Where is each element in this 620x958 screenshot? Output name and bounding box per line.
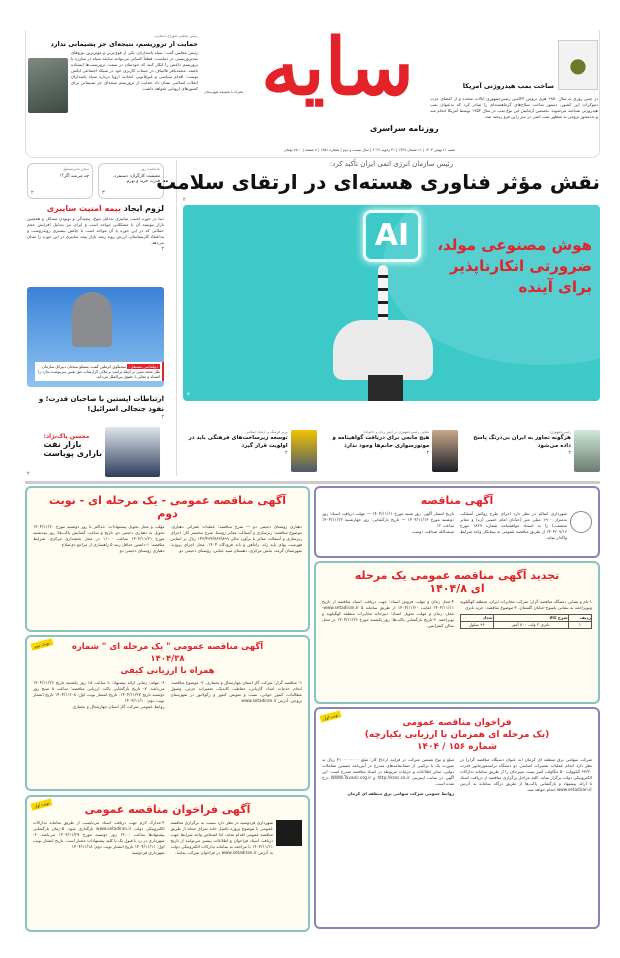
- table-cell: ۹۶ سلول: [461, 622, 494, 629]
- table-header: ردیف: [568, 615, 591, 622]
- ad-title: آگهی فراخوان مناقصه عمومی: [84, 803, 251, 816]
- headline-line: بازار نفت: [43, 440, 82, 449]
- ad-body: دهیاری روستای دحیمی دو — شرح مناقصه: عملیات عمرانی دهیاری. موضوع مناقصه: زیرسازی و آسفالت معابر روستا. شرح مختصر کار: اجرای زیرسازی و آسفالت معابر با برآورد مالی ۱۴۳/۴۹۴/۷۶۳/۸۹۹ ریال بر اساس فهرست بهای پایه راه، راه‌آهن و باند فرودگاه ۱۴۰۴. محل اجرای پروژه: شهرستان گرمه، بخش مرکزی، دهستان سید عباس، روستای دحیمی دو.: [170, 524, 302, 553]
- section-divider: [25, 481, 600, 484]
- ad-title: آگهی مناقصه: [420, 494, 494, 507]
- newspaper-logo[interactable]: سایه: [261, 22, 414, 113]
- ad-body: تاریخ انتشار آگهی: روز شنبه مورخ ۱۴۰۴/۱۱/۱۱ — مهلت دریافت اسناد: روز دوشنبه مورخ ۱۴۰۴/۱۱/۱۳ — تاریخ بازگشایی: روز چهارشنبه ۱۴۰۴/۱۱/۲۲ ساعت ۱۲: [322, 511, 454, 528]
- table-header: شرح کالا: [493, 615, 568, 622]
- ad-title: تجدید آگهی مناقصه عمومی یک مرحله ای ۱۴۰۴/۸: [354, 569, 560, 595]
- story-body: در چنین روزی به سال ۱۹۵۰ هری ترومن ۳۳امین رئیس‌جمهوری ایالات متحده و از اعضای حزب دموکرات این کشور، دستور ساخت سلاح‌های گرماهسته‌ای را صادر کرد که به‌عنوان بمب هیدروژنی شناخته می‌شوند. نخستین آزمایش این نوع بمب در سال ۱۹۵۲ توسط آمریکا انجام شد و به‌دستور ترومن به منظور بمب اتمی در سر ژاپن فرو ریخته شد.: [430, 96, 599, 119]
- feature-line: ضرورتی انکارناپذیر: [449, 257, 592, 275]
- municipality-logo-icon: [276, 820, 302, 846]
- ad-title: آگهی مناقصه عمومی - یک مرحله ای - نوبت دوم: [49, 494, 286, 520]
- story-headline: هرگونه تجاوز به ایران بی‌درنگ پاسخ داده می‌شود: [473, 435, 571, 449]
- table-cell: ۱: [568, 622, 591, 629]
- story-headline: توسعه زیرساخت‌های فرهنگی باید در اولویت قرار گیرد: [188, 435, 288, 449]
- ai-bubble: AI: [363, 210, 421, 262]
- story-headline: حمایت از تروریسم، نتیجه‌ای جز پشیمانی ندارد: [50, 40, 198, 48]
- main-kicker: رئیس سازمان انرژی اتمی ایران تأکید کرد:: [329, 160, 454, 168]
- person-name: محسن پاک‌نژاد:: [43, 433, 90, 440]
- story-kicker: معاون رئیس‌جمهوری در امور زنان و خانواده:: [362, 430, 430, 434]
- ad-title: فراخوان مناقصه عمومی: [402, 718, 512, 728]
- sidebar-box-editorial[interactable]: [98, 163, 164, 199]
- page-ref: ۲: [27, 471, 30, 477]
- ad-body: ۱- مناقصه گزار: شرکت گاز استان چهارمحال و بختیاری. ۲- موضوع مناقصه: انجام خدمات امداد گازبانی، حفاظت کاتدیک، تعمیرات جزئی، وصول مطالبات، کنتور خوانی، نصب و تعویض کنتور و رگولاتور در شهرستان بروجن. آدرس www.setadiran.ir: [170, 680, 302, 703]
- ad-signature: روابط عمومی شرکت سهامی برق منطقه ای کرمان: [347, 791, 454, 796]
- box-label: سخن مدیرمسئول: [62, 167, 89, 171]
- ad-signature: روابط عمومی شرکت گاز استان چهارمحال و بختیاری: [72, 704, 165, 709]
- box-label: یادداشت روز: [140, 167, 160, 171]
- column-divider: [176, 160, 177, 476]
- ad-body: مهلت و محل تحویل پیشنهادات: حداکثر تا روز دوشنبه مورخ ۱۴۰۴/۱۱/۲۰ تحویل به دهیاری دحیمی دو. تاریخ و ساعت گشایش پاکت‌ها: روز سه‌شنبه مورخ ۱۴۰۴/۱۱/۲۱ ساعت ۱۱:۰۰ در محل بخشداری مرکزی. شرایط مناقصه: ۱-داشتن حداقل رتبه ۵ راهسازی از مراجع ذی‌صلاح.: [33, 524, 165, 547]
- speaker-photo: [28, 58, 68, 113]
- newspaper-subtitle: روزنامه سراسری: [370, 124, 439, 133]
- story-headline: هیچ مانعی برای دریافت گواهینامه و موتورسواری خانم‌ها وجود ندارد: [332, 435, 430, 449]
- headline-line: بازاری پویاست: [43, 449, 102, 458]
- item-table: [460, 614, 592, 629]
- headline-highlight: بیمه امنیت سایبری: [46, 204, 121, 213]
- sidebar-box-director[interactable]: [27, 163, 93, 199]
- ad-tender-ferdowsieh[interactable]: [25, 795, 310, 932]
- ad-tender-telecom[interactable]: [314, 561, 600, 704]
- story-culture[interactable]: [183, 430, 317, 475]
- page-ref: ۲: [284, 450, 288, 456]
- box-text: چه می‌شد اگر؟!: [59, 174, 89, 179]
- ad-title: آگهی مناقصه عمومی " یک مرحله ای " شماره ۱۴۰۴/۳۸: [71, 642, 264, 664]
- caption-label: دیپلماسی مستقل:: [129, 364, 158, 369]
- page-ref: ۲: [31, 190, 34, 196]
- bomb-icon: ●: [558, 40, 598, 90]
- dateline: شنبه ۱۱ بهمن ۱۴۰۴ | ۱۱ شعبان ۱۴۴۷ | ۳۱ ژانویه ۲۰۲۶ | سال بیست و دوم | شماره ۱۹۵۱ | ۸ صفحه | ۱۵۰۰ تومان: [283, 148, 455, 152]
- box-text: معیشت کارگران؛ دستمزد، قدرت خرید و تورم: [113, 174, 160, 184]
- ad-body: ۴-محل زمان و مهلت فروش اسناد: جهت دریافت اسناد مناقصه از تاریخ ۱۴۰۴/۱۱/۱۱ لغایت ۱۴۰۴/۱۱/۲۰ از طریق سامانه www.setadiran.ir ۵-محل، زمان و مهلت تحویل اسناد: دبیرخانه مخابرات منطقه کهگیلویه و بویراحمد. ۶-تاریخ بازگشایی پاکت‌ها: روز یکشنبه مورخ ۱۴۰۴/۱۱/۲۶ در محل سالن کنفرانس.: [322, 599, 455, 628]
- photo-story[interactable]: [27, 287, 164, 387]
- ad-body: شرکت سهامی برق منطقه ای کرمان (به عنوان دستگاه مناقصه گزار) در نظر دارد انجام عملیات تعمیرات اساسی دو دستگاه ترانسفورماتور قدرت ۶۳/۲۰ کیلوولت ۵۰ مگاولت آمپر پست سیرجان را از طریق سامانه تدارکات الکترونیکی دولت برگزار نماید. کلیه مراحل برگزاری مناقصه از دریافت اسناد تا ارائه پیشنهاد و بازگشایی پاکت‌ها از طریق درگاه سامانه به آدرس www.setadiran.ir انجام خواهد شد.: [460, 757, 592, 792]
- municipality-logo-icon: [570, 511, 592, 533]
- page-ref: ۲: [161, 246, 164, 252]
- feature-line: هوش مصنوعی مولد،: [437, 236, 592, 254]
- story-photo: [574, 430, 600, 472]
- ad-body: شهرداری فردوسیه در نظر دارد نسبت به برگزاری مناقصه عمومی با موضوع پروژه تکمیل خانه سرای محله از طریق مناقصه عمومی اقدام نماید. لذا اشخاص واجد شرایط جهت دریافت اسناد فراخوان و اطلاعات بیشتر می‌توانند از تاریخ ۱۴۰۴/۱۱/۱۱ با مراجعه به سامانه تدارکات الکترونیکی دولت به آدرس www.setadiran.ir در فراخوان شرکت نمایند.: [170, 820, 273, 855]
- robot-wrist: [368, 375, 403, 401]
- story-headline: ساخت بمب هیدروژنی آمریکا: [462, 82, 554, 90]
- story-women[interactable]: [325, 430, 459, 475]
- ad-body: شهرداری اسالم در نظر دارد اجرای طرح روکش آسفالت به‌متراژ ۱۹۰۰ میلی متر (خیابان امام خمینی (ره) و معابر منشعب) را به استناد موافقتنامه شماره ۱۸۲۹ مورخ ۱۴۰۴/۰۹/۱۶ از طریق مناقصه عمومی به پیمانکار واجد شرایط واگذار نماید.: [460, 511, 567, 540]
- table-header: تعداد: [461, 615, 494, 622]
- feature-image[interactable]: [183, 205, 600, 401]
- top-right-story[interactable]: [430, 40, 598, 155]
- page-ref: ۲: [568, 450, 571, 456]
- table-cell: باتری ۲ ولت ۸۰۰ آمپر: [493, 622, 568, 629]
- story-kicker: وزیر فرهنگ و ارشاد اسلامی:: [244, 430, 288, 434]
- main-headline[interactable]: نقش مؤثر فناوری هسته‌ای در ارتقای سلامت: [156, 170, 600, 194]
- page-ref: ۲: [183, 197, 186, 203]
- feature-line: برای آینده: [518, 278, 592, 296]
- story-headline: ارتباطات اپستین با صاحبان قدرت؛ و نفوذ جنجالی اسرائیل!: [38, 395, 164, 413]
- ad-tender-kerman[interactable]: [314, 707, 600, 929]
- issue-badge: نوبت دوم: [30, 638, 53, 650]
- top-left-story[interactable]: [28, 34, 198, 149]
- page-ref: ۲: [161, 414, 164, 420]
- caption-text: سخنگوی کرملین گفت: مسکو سخنان دبیرکل سازمان ملل متحد مبنی بر اینکه ترامپ برخلاف گزارشات حق تعیین سرنوشت ندارد را اشتباه و مغایر با حقوق بین‌الملل می‌داند.: [38, 364, 160, 379]
- story-body: دنیا در حوزه امنیت سایبری به‌دلیل تنوع، پیچیدگی و نوبودن مسائل و همچنین بازار پیوسته آن با مشکلاتی مواجه است و ایران نیز به‌دلیل افزایش حجم حملاتی که در این حوزه با آن مواجه است با چالش بیشتری روبه‌روست و به‌اعتقاد کارشناسان، ارزش روبه رشد بازار بیمه سایبری در این حوزه را نشان می‌دهد.: [27, 216, 164, 245]
- ad-signature: دهیاری روستای دحیمی دو: [119, 548, 165, 553]
- ad-body: ۶- مهلت زمانی ارائه پیشنهاد: تا ساعت ۱۸ روز یکشنبه تاریخ ۱۴۰۴/۱۱/۲۶ می‌باشد. ۷- تاریخ بازگشایی پاکت ارزیابی مناقصه: ساعت ۸ صبح روز دوشنبه تاریخ ۱۴۰۴/۱۱/۲۷. تاریخ انتشار نوبت اول: ۱۴۰۴/۱۱/۰۸ تاریخ انتشار نوبت دوم: ۱۴۰۴/۱۱/۱۰: [33, 680, 165, 703]
- person-photo: [105, 427, 160, 477]
- ad-subtitle: همراه با ارزیابی کیفی: [120, 666, 215, 676]
- story-kicker: رئیس مجلس شورای اسلامی:: [153, 34, 198, 38]
- ad-tender-eslam[interactable]: [314, 486, 600, 558]
- ad-subtitle: (یک مرحله ای همزمان با ارزیابی یکپارچه) شماره ۱۵۶ / ۱۴۰۴: [364, 730, 550, 752]
- cyber-story[interactable]: [27, 204, 164, 252]
- secondary-stories: [183, 430, 600, 475]
- ad-body: ۱-نام و نشانی دستگاه مناقصه گزار: شرکت مخابرات ایران، منطقه کهگیلویه وبویراحمد به نشانی یاسوج-خیابان گلستان. ۲-موضوع مناقصه: خرید باتری: [460, 599, 592, 610]
- issue-badge: نوبت اول: [30, 798, 53, 810]
- page-ref: ۳: [102, 190, 105, 196]
- story-president[interactable]: [466, 430, 600, 475]
- ad-signature: شهرداری فردوسیه: [131, 850, 165, 855]
- story-photo: [432, 430, 458, 472]
- robot-hand-icon: [333, 320, 433, 380]
- issue-badge: نوبت اول: [319, 710, 342, 722]
- story-body: رئیس مجلس گفت: سپاه پاسداران، یکی از قوی‌ترین و مؤثرترین نیروهای ضدتروریستی در دنیاست، قطعاً کسانی می‌توانند سابقه سپاه در مبارزه با تروریسم داعش را انکار کنند که خودشان در سمت تروریست‌ها ایستاده باشند. محمدباقر قالیباف در حساب کاربری خود در شبکه اجتماعی ایکس نوشت: اقدام سیاسی و غیرقانونی اتحادیه اروپا درباره سپاه پاسداران انقلاب اسلامی نشان داد حمایت از تروریسم نتیجه‌ای جز پشیمانی برای کشورهای اروپایی نخواهد داشت.: [71, 50, 198, 91]
- ad-tender-gas[interactable]: [25, 635, 310, 791]
- epstein-story[interactable]: [27, 394, 164, 420]
- ad-signature: سیف‌الله صداقت دوست: [411, 529, 454, 534]
- story-kicker: رئیس‌جمهوری:: [549, 430, 571, 434]
- headline-part: لزوم ایجاد: [123, 204, 164, 213]
- page-ref: ۳: [187, 392, 190, 398]
- story-photo: [291, 430, 317, 472]
- ad-tender-dehyari[interactable]: [25, 486, 310, 632]
- oil-story[interactable]: [27, 427, 164, 477]
- speaker-photo: [72, 292, 112, 347]
- ad-body: مبلغ و نوع تضمین شرکت در فرایند ارجاع کار: مبلغ ۳۱۰۰۰۰۰۰۰۰ ریال به صورت یک یا ترکیبی از ضمانتنامه‌های مندرج در آیین‌نامه تضمین معاملات دولتی. سایر اطلاعات و جزئیات مربوطه در اسناد مناقصه مندرج است. این آگهی در سایت اینترنتی http://krec.co.ir و WWW.Tavanir.org.ir درج شده است.: [322, 757, 454, 786]
- ad-body: ۲-مدارک لازم جهت دریافت اسناد می‌بایست از طریق سامانه تدارکات الکترونیکی دولت www.setadiran.ir بارگذاری شود. ۵-زمان بازگشایی پیشنهادها ساعت ۱۴:۰۰ روز دوشنبه مورخ ۱۴۰۴/۱۱/۲۷ می‌باشد. ۶-شهرداری در رد یا قبول یک یا کلیه پیشنهادات مختار است. تاریخ انتشار نوبت اول: ۱۴۰۴/۱۱/۱۱ تاریخ انتشار نوبت دوم: ۱۴۰۴/۱۱/۱۸: [33, 820, 165, 849]
- tagline: همراه با ضمیمه شهرستان: [204, 90, 244, 94]
- page-ref: ۲: [426, 450, 430, 456]
